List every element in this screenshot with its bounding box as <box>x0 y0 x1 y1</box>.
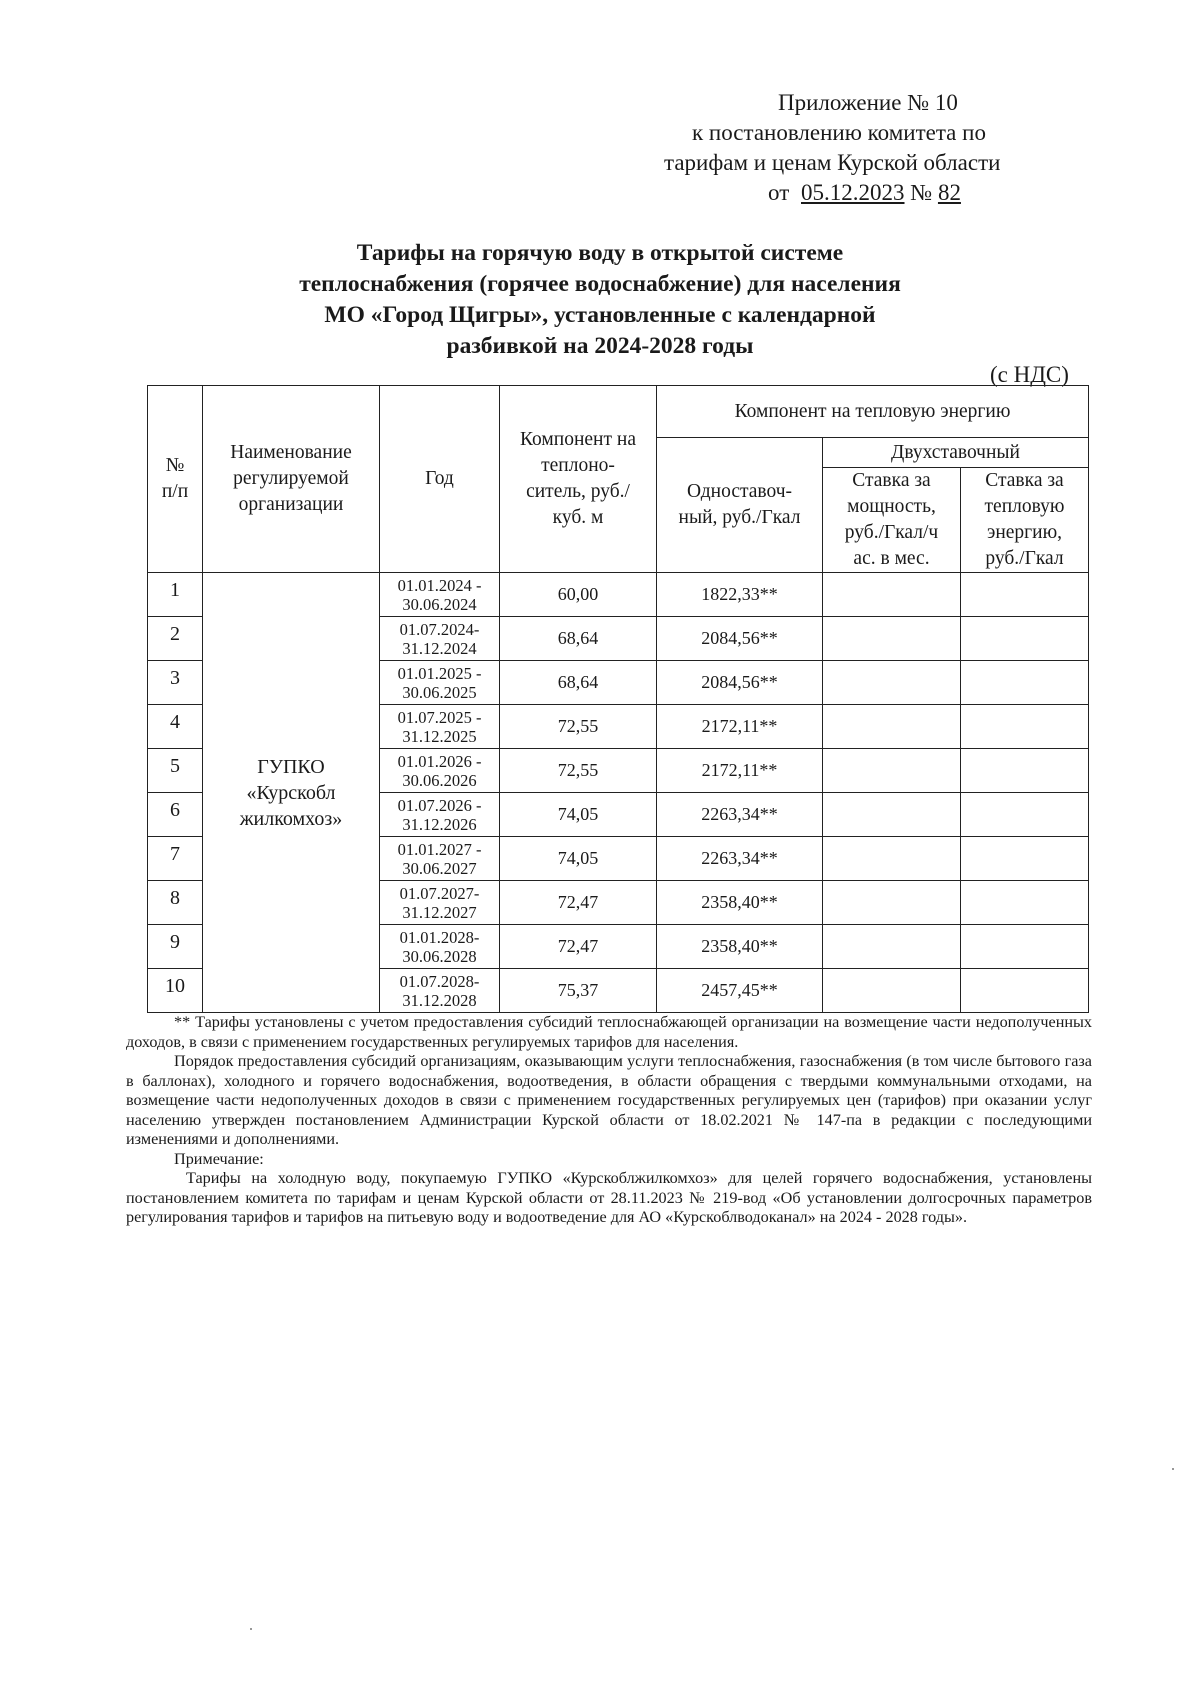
energy-rate-value <box>961 749 1089 793</box>
energy-rate-value <box>961 617 1089 661</box>
period-cell <box>380 925 500 969</box>
period-to: 31.12.2025 <box>402 726 477 746</box>
row-number: 1 <box>148 573 203 617</box>
single-rate-value: 2172,11** <box>657 749 823 793</box>
header-capacity-rate-text: Ставка за мощность, руб./Гкал/ч ас. в мес. <box>844 470 939 569</box>
capacity-rate-value <box>823 793 961 837</box>
row-number: 4 <box>148 705 203 749</box>
appendix-date-line <box>640 178 1100 208</box>
header-single-rate <box>657 438 823 573</box>
period-from: 01.01.2027 - <box>397 839 482 859</box>
appendix-line-3: тарифам и ценам Курской области <box>664 150 1001 175</box>
appendix-header <box>640 88 1100 208</box>
carrier-value: 75,37 <box>500 969 657 1013</box>
number-prefix: № <box>910 180 933 205</box>
period-cell <box>380 661 500 705</box>
date-prefix: от <box>768 180 790 205</box>
tariff-table <box>147 385 1089 1013</box>
row-number: 10 <box>148 969 203 1013</box>
period-from: 01.07.2024- <box>399 619 480 639</box>
title-line-2: теплоснабжения (горячее водоснабжение) для населения <box>299 271 901 297</box>
single-rate-value: 1822,33** <box>657 573 823 617</box>
organization-cell <box>203 573 380 1013</box>
period-cell <box>380 837 500 881</box>
remark-paragraph: Тарифы на холодную воду, покупаемую ГУПКО «Курскоблжилкомхоз» для целей горячего водоснабжения, установлены постановлением комитета по тарифам и ценам Курской области от 28.11.2023 № 219-вод «Об установлении долгосрочных параметров регулирования тарифов и тарифов на питьевую воду и водоотведение для АО «Курскоблводоканал» на 2024 - 2028 годы». <box>126 1169 1092 1226</box>
capacity-rate-value <box>823 881 961 925</box>
energy-rate-value <box>961 881 1089 925</box>
period-to: 30.06.2026 <box>402 770 477 790</box>
energy-rate-value <box>961 969 1089 1013</box>
header-energy-rate-text: Ставка за тепловую энергию, руб./Гкал <box>984 470 1065 569</box>
vat-note: (с НДС) <box>990 362 1069 387</box>
capacity-rate-value <box>823 661 961 705</box>
capacity-rate-value <box>823 925 961 969</box>
appendix-date: 05.12.2023 <box>801 180 905 205</box>
procedure-paragraph: Порядок предоставления субсидий организациям, оказывающим услуги теплоснабжения, газоснабжения (в том числе бытового газа в баллонах), холодного и горячего водоснабжения, водоотведения, в области обращения с твердыми коммунальными отходами, на возмещение части недополученных доходов в связи с применением государственных регулируемых цен (тарифов) при оказании услуг населению утвержден постановлением Администрации Курской области от 18.02.2021 № 147-па в редакции с последующими изменениями и дополнениями. <box>126 1052 1092 1148</box>
energy-rate-value <box>961 793 1089 837</box>
single-rate-value: 2358,40** <box>657 881 823 925</box>
row-number: 3 <box>148 661 203 705</box>
period-cell <box>380 881 500 925</box>
header-capacity-rate <box>823 468 961 573</box>
period-to: 30.06.2028 <box>402 946 477 966</box>
scan-speck <box>1172 1468 1174 1470</box>
capacity-rate-value <box>823 573 961 617</box>
header-carrier-text: Компонент на теплоно-ситель, руб./куб. м <box>520 429 636 528</box>
carrier-value: 72,55 <box>500 705 657 749</box>
energy-rate-value <box>961 661 1089 705</box>
capacity-rate-value <box>823 837 961 881</box>
capacity-rate-value <box>823 969 961 1013</box>
period-from: 01.07.2025 - <box>397 707 482 727</box>
header-two-rate: Двухставочный <box>823 438 1089 468</box>
energy-rate-value <box>961 925 1089 969</box>
capacity-rate-value <box>823 749 961 793</box>
single-rate-value: 2172,11** <box>657 705 823 749</box>
carrier-value: 72,47 <box>500 881 657 925</box>
single-rate-value: 2263,34** <box>657 793 823 837</box>
period-to: 30.06.2024 <box>402 594 477 614</box>
period-cell <box>380 793 500 837</box>
period-cell <box>380 749 500 793</box>
energy-rate-value <box>961 837 1089 881</box>
single-rate-value: 2263,34** <box>657 837 823 881</box>
appendix-line-1: Приложение № 10 <box>778 90 958 115</box>
header-org <box>203 386 380 573</box>
single-rate-value: 2084,56** <box>657 661 823 705</box>
energy-rate-value <box>961 573 1089 617</box>
row-number: 7 <box>148 837 203 881</box>
title-line-4: разбивкой на 2024-2028 годы <box>446 333 754 359</box>
carrier-value: 68,64 <box>500 617 657 661</box>
capacity-rate-value <box>823 705 961 749</box>
period-to: 31.12.2026 <box>402 814 477 834</box>
header-energy-rate <box>961 468 1089 573</box>
single-rate-value: 2457,45** <box>657 969 823 1013</box>
carrier-value: 68,64 <box>500 661 657 705</box>
carrier-value: 72,55 <box>500 749 657 793</box>
header-carrier <box>500 386 657 573</box>
title-line-1: Тарифы на горячую воду в открытой системе <box>356 240 844 266</box>
footnote: ** Тарифы установлены с учетом предоставления субсидий теплоснабжающей организации на возмещение части недополученных доходов, в связи с применением государственных регулируемых тарифов для населения. <box>126 1013 1092 1051</box>
header-num <box>148 386 203 573</box>
capacity-rate-value <box>823 617 961 661</box>
notes-section <box>126 1013 1092 1228</box>
period-cell <box>380 705 500 749</box>
period-to: 31.12.2027 <box>402 902 477 922</box>
row-number: 6 <box>148 793 203 837</box>
energy-rate-value <box>961 705 1089 749</box>
period-to: 31.12.2028 <box>402 990 477 1010</box>
carrier-value: 72,47 <box>500 925 657 969</box>
period-from: 01.01.2024 - <box>397 575 482 595</box>
period-from: 01.07.2028- <box>399 971 480 991</box>
period-cell <box>380 969 500 1013</box>
single-rate-value: 2358,40** <box>657 925 823 969</box>
scan-speck <box>250 1628 252 1630</box>
row-number: 5 <box>148 749 203 793</box>
period-from: 01.01.2028- <box>399 927 480 947</box>
row-number: 9 <box>148 925 203 969</box>
carrier-value: 74,05 <box>500 837 657 881</box>
table-row <box>148 573 1089 617</box>
period-cell <box>380 573 500 617</box>
header-num-text: № п/п <box>161 455 189 502</box>
period-from: 01.07.2027- <box>399 883 480 903</box>
period-to: 30.06.2025 <box>402 682 477 702</box>
period-from: 01.01.2026 - <box>397 751 482 771</box>
row-number: 8 <box>148 881 203 925</box>
carrier-value: 74,05 <box>500 793 657 837</box>
remark-label: Примечание: <box>174 1149 264 1168</box>
period-to: 30.06.2027 <box>402 858 477 878</box>
header-year: Год <box>380 386 500 573</box>
period-from: 01.01.2025 - <box>397 663 482 683</box>
appendix-line-2: к постановлению комитета по <box>692 120 986 145</box>
carrier-value: 60,00 <box>500 573 657 617</box>
header-org-text: Наименование регулируемой организации <box>230 442 352 515</box>
organization-name: ГУПКО «Курскобл жилкомхоз» <box>239 755 343 830</box>
period-cell <box>380 617 500 661</box>
row-number: 2 <box>148 617 203 661</box>
appendix-number: 82 <box>937 180 961 205</box>
header-heat-group: Компонент на тепловую энергию <box>657 386 1089 438</box>
document-title <box>150 238 1050 362</box>
title-line-3: МО «Город Щигры», установленные с календарной <box>324 302 876 328</box>
period-from: 01.07.2026 - <box>397 795 482 815</box>
header-single-rate-text: Одноставоч-ный, руб./Гкал <box>678 481 801 528</box>
period-to: 31.12.2024 <box>402 638 477 658</box>
single-rate-value: 2084,56** <box>657 617 823 661</box>
